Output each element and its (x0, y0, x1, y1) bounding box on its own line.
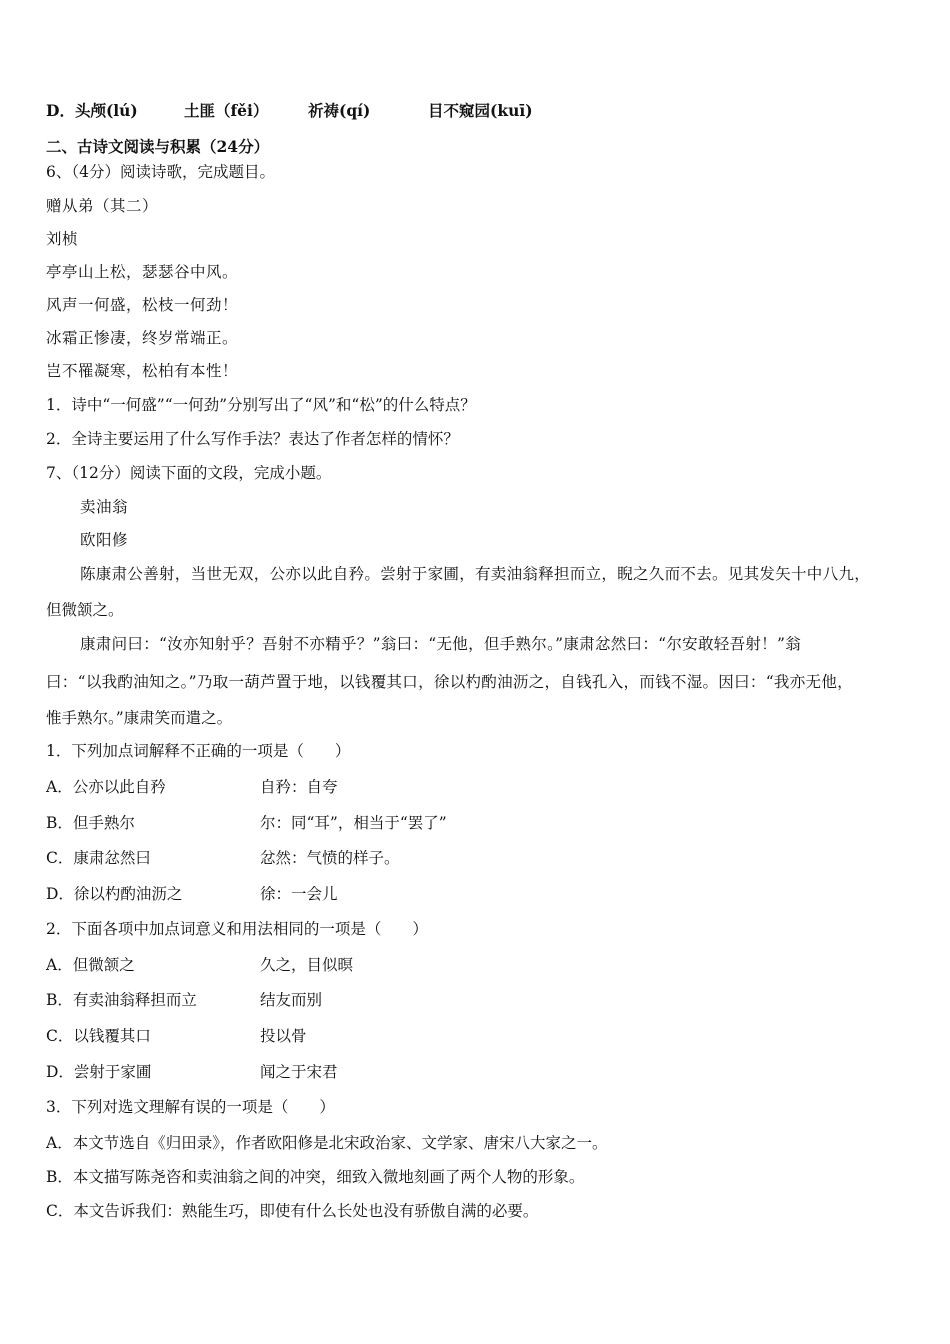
word-tufei: 土匪（fěi） (184, 101, 269, 120)
passage-paragraph-1-cont: 但微颔之。 (46, 601, 124, 619)
question-6-1: 1．诗中“一何盛”“一何劲”分别写出了“风”和“松”的什么特点？ (46, 396, 476, 414)
sub1-option-c-gloss: 忿然：气愤的样子。 (260, 849, 400, 867)
poem-title: 赠从弟（其二） (46, 197, 159, 215)
sub2-option-c-compare: 投以骨 (260, 1027, 307, 1045)
sub2-option-b: B．有卖油翁释担而立 (46, 991, 197, 1009)
sub3-option-c: C．本文告诉我们：熟能生巧，即使有什么长处也没有骄傲自满的必要。 (46, 1202, 539, 1220)
poem-line: 冰霜正惨凄，终岁常端正。 (46, 329, 239, 347)
sub1-option-b-gloss: 尔：同“耳”，相当于“罢了” (260, 814, 447, 832)
passage-author: 欧阳修 (80, 531, 129, 549)
passage-paragraph-1: 陈康肃公善射，当世无双，公亦以此自矜。尝射于家圃，有卖油翁释担而立，睨之久而不去。见其发矢十中八九， (80, 565, 871, 583)
word-qidao: 祈祷(qí) (308, 101, 371, 120)
sub1-option-a-gloss: 自矜：自夸 (260, 778, 338, 796)
word-mubukuiyuan: 目不窥园(kuī) (428, 101, 533, 120)
sub1-option-d: D．徐以杓酌油沥之 (46, 885, 183, 903)
passage-paragraph-2-end: 惟手熟尔。”康肃笑而遣之。 (46, 709, 233, 727)
passage-title: 卖油翁 (80, 498, 129, 516)
section-heading: 二、古诗文阅读与积累（24分） (46, 137, 270, 156)
poem-author: 刘桢 (46, 230, 79, 248)
sub2-option-a-compare: 久之，目似暝 (260, 956, 354, 974)
sub3-option-b: B．本文描写陈尧咨和卖油翁之间的冲突，细致入微地刻画了两个人物的形象。 (46, 1168, 585, 1186)
sub1-option-d-gloss: 徐：一会儿 (260, 885, 338, 903)
passage-paragraph-2: 康肃问曰：“汝亦知射乎？吾射不亦精乎？”翁曰：“无他，但手熟尔。”康肃忿然曰：“尔安敢轻吾射！”翁 (80, 635, 801, 653)
poem-line: 亭亭山上松，瑟瑟谷中风。 (46, 263, 239, 281)
sub2-option-d: D．尝射于家圃 (46, 1063, 152, 1081)
sub1-option-c: C．康肃忿然曰 (46, 849, 151, 867)
sub2-option-a: A．但微颔之 (46, 956, 135, 974)
question-6-prompt: 6、（4分）阅读诗歌，完成题目。 (46, 163, 275, 181)
poem-line: 岂不罹凝寒，松柏有本性！ (46, 362, 239, 380)
question-7-prompt: 7、（12分）阅读下面的文段，完成小题。 (46, 464, 332, 482)
sub3-option-a: A．本文节选自《归田录》，作者欧阳修是北宋政治家、文学家、唐宋八大家之一。 (46, 1134, 608, 1152)
sub2-option-d-compare: 闻之于宋君 (260, 1063, 338, 1081)
sub2-option-c: C．以钱覆其口 (46, 1027, 151, 1045)
sub-question-1: 1．下列加点词解释不正确的一项是（ ） (46, 742, 351, 760)
sub-question-2: 2．下面各项中加点词意义和用法相同的一项是（ ） (46, 920, 428, 938)
passage-paragraph-2-cont: 曰：“以我酌油知之。”乃取一葫芦置于地，以钱覆其口，徐以杓酌油沥之，自钱孔入，而钱不湿。因曰：“我亦无他， (46, 673, 853, 691)
option-d-label: D．头颅(lú) (46, 101, 138, 120)
sub2-option-b-compare: 结友而别 (260, 991, 323, 1009)
sub1-option-a: A．公亦以此自矜 (46, 778, 166, 796)
sub1-option-b: B．但手熟尔 (46, 814, 135, 832)
sub-question-3: 3．下列对选文理解有误的一项是（ ） (46, 1098, 335, 1116)
question-6-2: 2．全诗主要运用了什么写作手法？表达了作者怎样的情怀？ (46, 430, 459, 448)
poem-line: 风声一何盛，松枝一何劲！ (46, 296, 239, 314)
